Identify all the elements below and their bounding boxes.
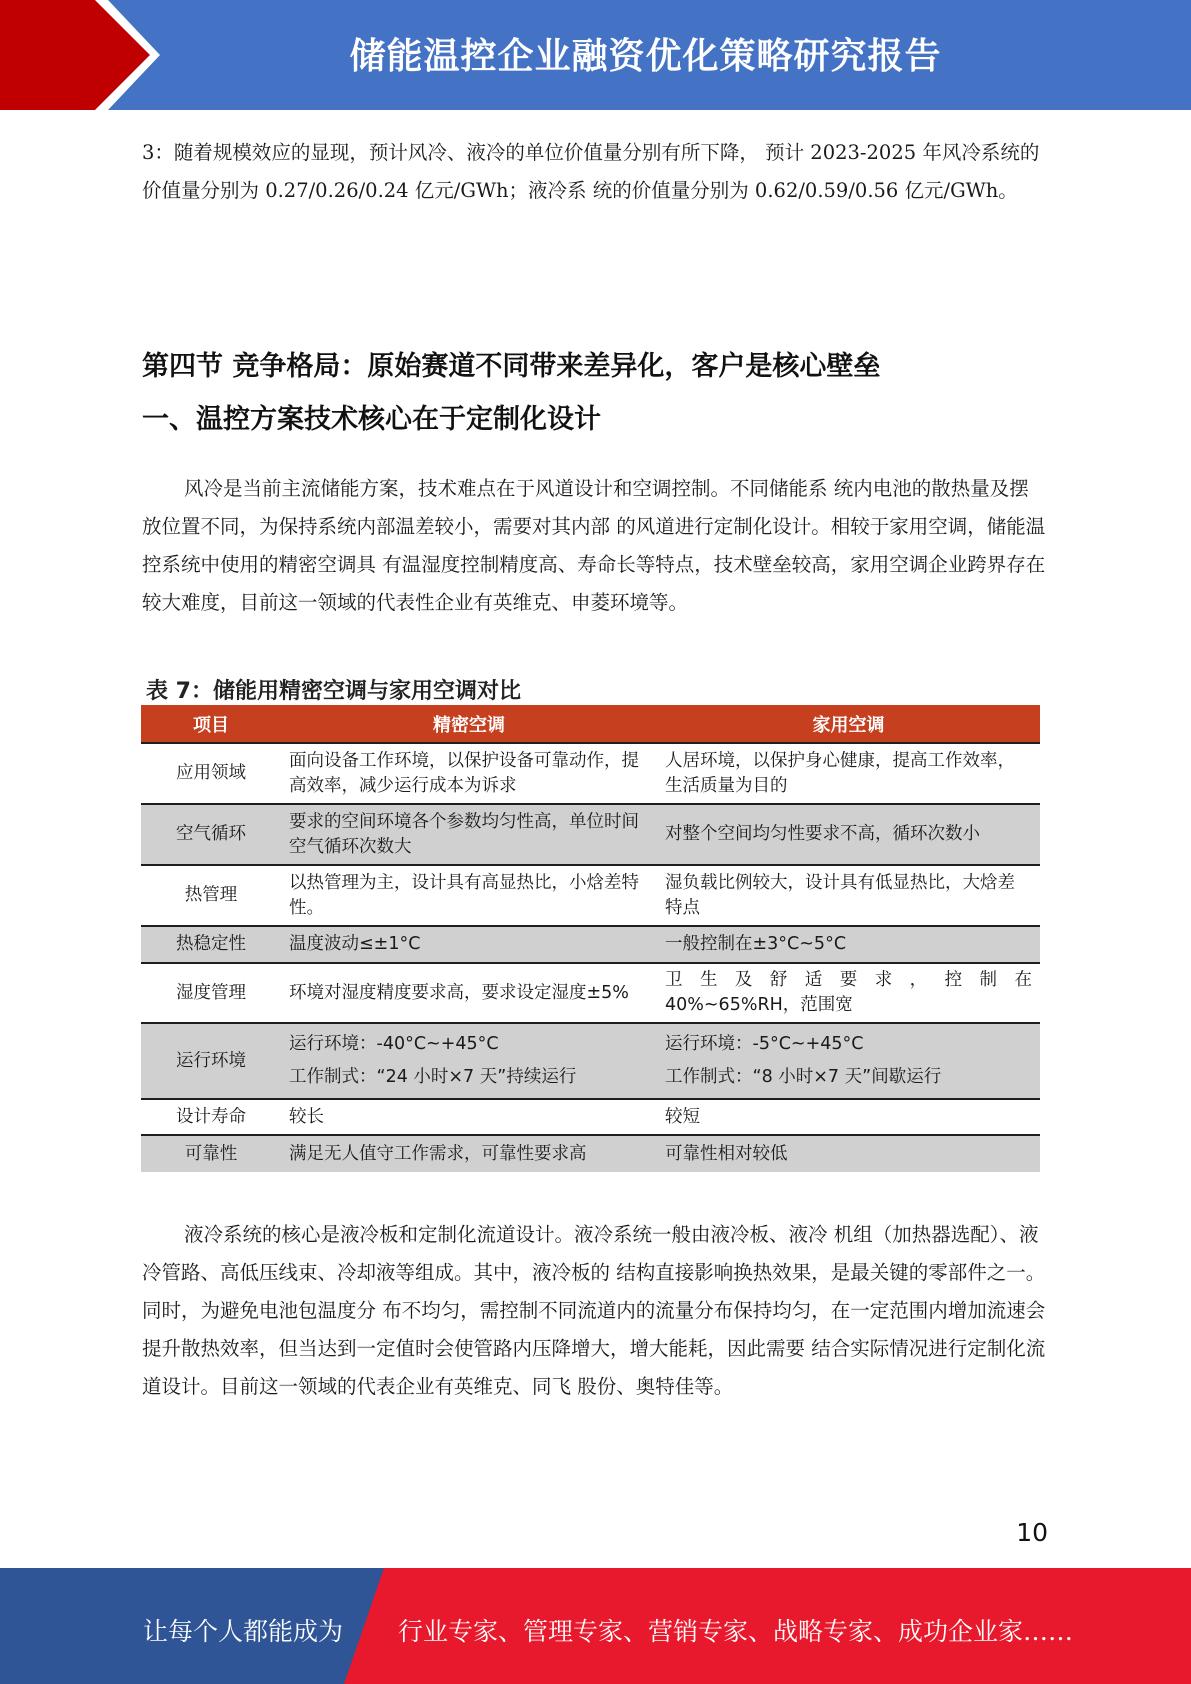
- table-cell-item: 热管理: [141, 865, 281, 926]
- section-heading: 第四节 竞争格局：原始赛道不同带来差异化，客户是核心壁垒: [142, 351, 881, 382]
- header-red-arrow: [0, 0, 150, 110]
- operating-temperature: 运行环境：-5°C~+45°C: [665, 1034, 864, 1054]
- table-row: [141, 1023, 1040, 1099]
- table-title: 表 7：储能用精密空调与家用空调对比: [146, 679, 521, 704]
- report-title: 储能温控企业融资优化策略研究报告: [349, 36, 942, 77]
- table-cell-item: 湿度管理: [141, 963, 281, 1023]
- table-header-cell: 家用空调: [657, 705, 1040, 743]
- table-cell-home: 对整个空间均匀性要求不高，循环次数小: [657, 804, 1040, 865]
- table-cell-home: 一般控制在±3°C~5°C: [657, 926, 1040, 963]
- table-cell-precision: 环境对湿度精度要求高，要求设定湿度±5%: [281, 963, 657, 1023]
- table-cell-precision: 以热管理为主，设计具有高显热比，小焓差特性。: [281, 865, 657, 926]
- table-row: [141, 1099, 1040, 1135]
- table-row: [141, 1135, 1040, 1172]
- footer-slogan-left: 让每个人都能成为: [143, 1617, 344, 1646]
- table-cell-precision: 较长: [281, 1099, 657, 1135]
- intro-paragraph: 3：随着规模效应的显现，预计风冷、液冷的单位价值量分别有所下降， 预计 2023-2025 年风冷系统的价值量分别为 0.27/0.26/0.24 亿元/GWh；液冷系 统的价值量分别为 0.62/0.59/0.56 亿元/GWh。: [142, 141, 1040, 202]
- table-cell-item: 运行环境: [141, 1023, 281, 1099]
- table-cell-precision: 要求的空间环境各个参数均匀性高，单位时间空气循环次数大: [281, 804, 657, 865]
- table-row: [141, 926, 1040, 963]
- table-cell-item: 应用领域: [141, 743, 281, 804]
- table-cell-item: 可靠性: [141, 1135, 281, 1172]
- comparison-table: [141, 705, 1040, 1172]
- liquid-cooling-paragraph: 液冷系统的核心是液冷板和定制化流道设计。液冷系统一般由液冷板、液冷 机组（加热器选配）、液冷管路、高低压线束、冷却液等组成。其中，液冷板的 结构直接影响换热效果，是最关键的零部件之一。同时，为避免电池包温度分 布不均匀，需控制不同流道内的流量分布保持均匀，在一定范围内增加流速会 提升散热效率，但当达到一定值时会使管路内压降增大，增大能耗，因此需要 结合实际情况进行定制化流道设计。目前这一领域的代表企业有英维克、同飞 股份、奥特佳等。: [142, 1223, 1046, 1398]
- table-cell-home: 较短: [657, 1099, 1040, 1135]
- table-row: [141, 743, 1040, 804]
- table-cell-precision: 满足无人值守工作需求，可靠性要求高: [281, 1135, 657, 1172]
- air-cooling-paragraph: 风冷是当前主流储能方案，技术难点在于风道设计和空调控制。不同储能系 统内电池的散热量及摆放位置不同，为保持系统内部温差较小，需要对其内部 的风道进行定制化设计。相较于家用空调，储能温控系统中使用的精密空调具 有温湿度控制精度高、寿命长等特点，技术壁垒较高，家用空调企业跨界存在 较大难度，目前这一领域的代表性企业有英维克、申菱环境等。: [142, 477, 1046, 614]
- working-schedule: 工作制式：“8 小时×7 天”间歇运行: [665, 1067, 942, 1087]
- table-row: [141, 804, 1040, 865]
- table-row: [141, 963, 1040, 1023]
- table-cell-item: 设计寿命: [141, 1099, 281, 1135]
- table-header-cell: 项目: [141, 705, 281, 743]
- table-row: [141, 865, 1040, 926]
- footer-slogan-right: 行业专家、管理专家、营销专家、战略专家、成功企业家……: [398, 1617, 1074, 1646]
- table-header-row: [141, 705, 1040, 743]
- working-schedule: 工作制式：“24 小时×7 天”持续运行: [289, 1067, 577, 1087]
- table-cell-precision: 面向设备工作环境，以保护设备可靠动作，提高效率，减少运行成本为诉求: [281, 743, 657, 804]
- operating-temperature: 运行环境：-40°C~+45°C: [289, 1034, 499, 1054]
- table-cell-item: 热稳定性: [141, 926, 281, 963]
- table-cell-home: [657, 1023, 1040, 1099]
- table-cell-home: 卫 生 及 舒 适 要 求 ， 控 制 在40%~65%RH，范围宽: [657, 963, 1040, 1023]
- table-cell-home: 人居环境，以保护身心健康，提高工作效率，生活质量为目的: [657, 743, 1040, 804]
- page-header: [0, 0, 1191, 110]
- table-cell-precision: [281, 1023, 657, 1099]
- subsection-heading: 一、温控方案技术核心在于定制化设计: [142, 404, 601, 435]
- table-cell-home: 可靠性相对较低: [657, 1135, 1040, 1172]
- table-header-cell: 精密空调: [281, 705, 657, 743]
- table-cell-item: 空气循环: [141, 804, 281, 865]
- page-number: 10: [1016, 1518, 1048, 1547]
- table-cell-home: 湿负载比例较大，设计具有低显热比，大焓差特点: [657, 865, 1040, 926]
- table-cell-precision: 温度波动≤±1°C: [281, 926, 657, 963]
